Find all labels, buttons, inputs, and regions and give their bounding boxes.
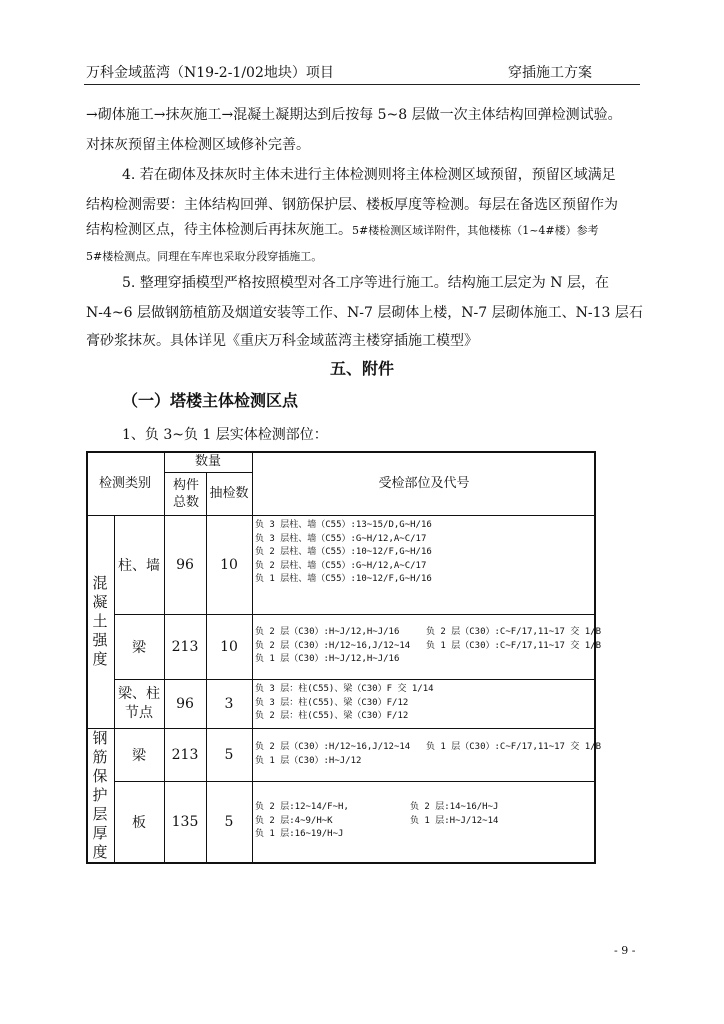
body-line-3: 4. 若在砌体及抹灰时主体未进行主体检测则将主体检测区域预留，预留区域满足: [122, 167, 616, 183]
body-line-8: N-4~6 层做钢筋植筋及烟道安装等工作、N-7 层砌体上楼，N-7 层砌体施工、N-13 层石: [86, 305, 643, 321]
row-3-location: 负 2 层：柱(C55)、梁（C30）F/12: [255, 711, 409, 721]
row-2-total: 213: [171, 638, 199, 655]
row-4-total: 213: [171, 746, 199, 763]
table-intro: 1、负 3~负 1 层实体检测部位：: [122, 427, 328, 443]
body-line-4: 结构检测需要：主体结构回弹、钢筋保护层、楼板厚度等检测。每层在备选区预留作为: [86, 197, 618, 213]
header-total: 构件总数: [172, 477, 199, 510]
row-3-sample: 3: [224, 695, 234, 712]
row-4-location: 负 1 层（C30）:H~J/12: [255, 756, 362, 766]
row-2-location-b: 负 2 层（C30）:C~F/17,11~17 交 1/B: [426, 627, 602, 637]
row-3-type: 梁、柱节点: [118, 685, 160, 721]
body-line-5b: 5#楼检测区域详附件，其他楼栋（1~4#楼）参考: [352, 224, 599, 237]
section-title: 五、附件: [329, 359, 394, 378]
group-concrete-strength: 混凝土强度: [92, 574, 108, 668]
row-5-location-b: 负 2 层:14~16/H~J: [410, 802, 499, 812]
row-2-location: 负 2 层（C30）:H~J/12,H~J/16: [255, 627, 400, 637]
row-5-sample: 5: [224, 813, 234, 830]
row-1-location: 负 3 层柱、墙（C55）:G~H/12,A~C/17: [255, 534, 427, 544]
row-3-location: 负 3 层：柱(C55)、梁（C30）F 交 1/14: [255, 684, 434, 694]
row-1-location: 负 1 层柱、墙（C55）:10~12/F,G~H/16: [255, 574, 432, 584]
row-5-location: 负 2 层:4~9/H~K: [255, 816, 333, 826]
row-4-type: 梁: [132, 747, 146, 764]
page-number: - 9 -: [614, 944, 636, 957]
group-rebar-cover-cell: [86, 728, 114, 862]
header-quantity: 数量: [194, 454, 221, 469]
body-line-1: →砌体施工→抹灰施工→混凝土凝期达到后按每 5~8 层做一次主体结构回弹检测试验。: [86, 107, 622, 123]
row-2-location-b: 负 1 层（C30）:C~F/17,11~17 交 1/B: [426, 641, 602, 651]
row-5-type: 板: [132, 814, 146, 831]
table-border-bottom: [86, 862, 596, 864]
row-2-sample: 10: [220, 638, 238, 655]
row-3-type-cell: [114, 679, 164, 728]
row-1-type: 柱、墙: [118, 557, 160, 574]
body-line-6: 5#楼检测点。同理在车库也采取分段穿插施工。: [86, 250, 323, 263]
body-line-5: [86, 219, 599, 239]
body-line-2: 对抹灰预留主体检测区域修补完善。: [86, 137, 310, 153]
row-4-location-b: 负 1 层（C30）:C~F/17,11~17 交 1/B: [426, 742, 602, 752]
row-5-location-b: 负 1 层:H~J/12~14: [410, 816, 499, 826]
header-category: 检测类别: [98, 475, 151, 491]
row-5-location: 负 2 层:12~14/F~H,: [255, 802, 349, 812]
row-2-type: 梁: [132, 639, 146, 656]
header-sample: 抽检数: [209, 486, 249, 501]
row-1-sample: 10: [220, 556, 238, 573]
body-line-5a: 结构检测区点，待主体检测后再抹灰施工。: [86, 222, 352, 238]
row-4-location: 负 2 层（C30）:H/12~16,J/12~14: [255, 742, 411, 752]
inspection-table: [86, 451, 602, 863]
header-project-name: 万科金域蓝湾（N19-2-1/02地块）项目: [86, 65, 334, 81]
header-locations: 受检部位及代号: [378, 475, 470, 491]
header-divider: [84, 84, 640, 85]
row-2-location: 负 1 层（C30）:H~J/12,H~J/16: [255, 654, 400, 664]
row-1-location: 负 2 层柱、墙（C55）:G~H/12,A~C/17: [255, 561, 427, 571]
row-3-location: 负 3 层：柱(C55)、梁（C30）F/12: [255, 698, 409, 708]
row-4-sample: 5: [224, 746, 234, 763]
row-5-location: 负 1 层:16~19/H~J: [255, 829, 344, 839]
body-line-7: 5. 整理穿插模型严格按照模型对各工序等进行施工。结构施工层定为 N 层，在: [122, 275, 609, 291]
row-1-total: 96: [176, 556, 194, 573]
group-concrete-strength-cell: [86, 515, 114, 728]
row-1-location: 负 3 层柱、墙（C55）:13~15/D,G~H/16: [255, 520, 432, 530]
body-line-9: 膏砂浆抹灰。具体详见《重庆万科金域蓝湾主楼穿插施工模型》: [86, 333, 478, 349]
row-1-location: 负 2 层柱、墙（C55）:10~12/F,G~H/16: [255, 547, 432, 557]
sub-title: （一）塔楼主体检测区点: [122, 391, 299, 410]
header-doc-title: 穿插施工方案: [508, 65, 592, 81]
row-2-location: 负 2 层（C30）:H/12~16,J/12~14: [255, 641, 411, 651]
row-5-total: 135: [171, 813, 199, 830]
group-rebar-cover: 钢筋保护层厚度: [92, 728, 108, 861]
row-3-total: 96: [176, 695, 194, 712]
